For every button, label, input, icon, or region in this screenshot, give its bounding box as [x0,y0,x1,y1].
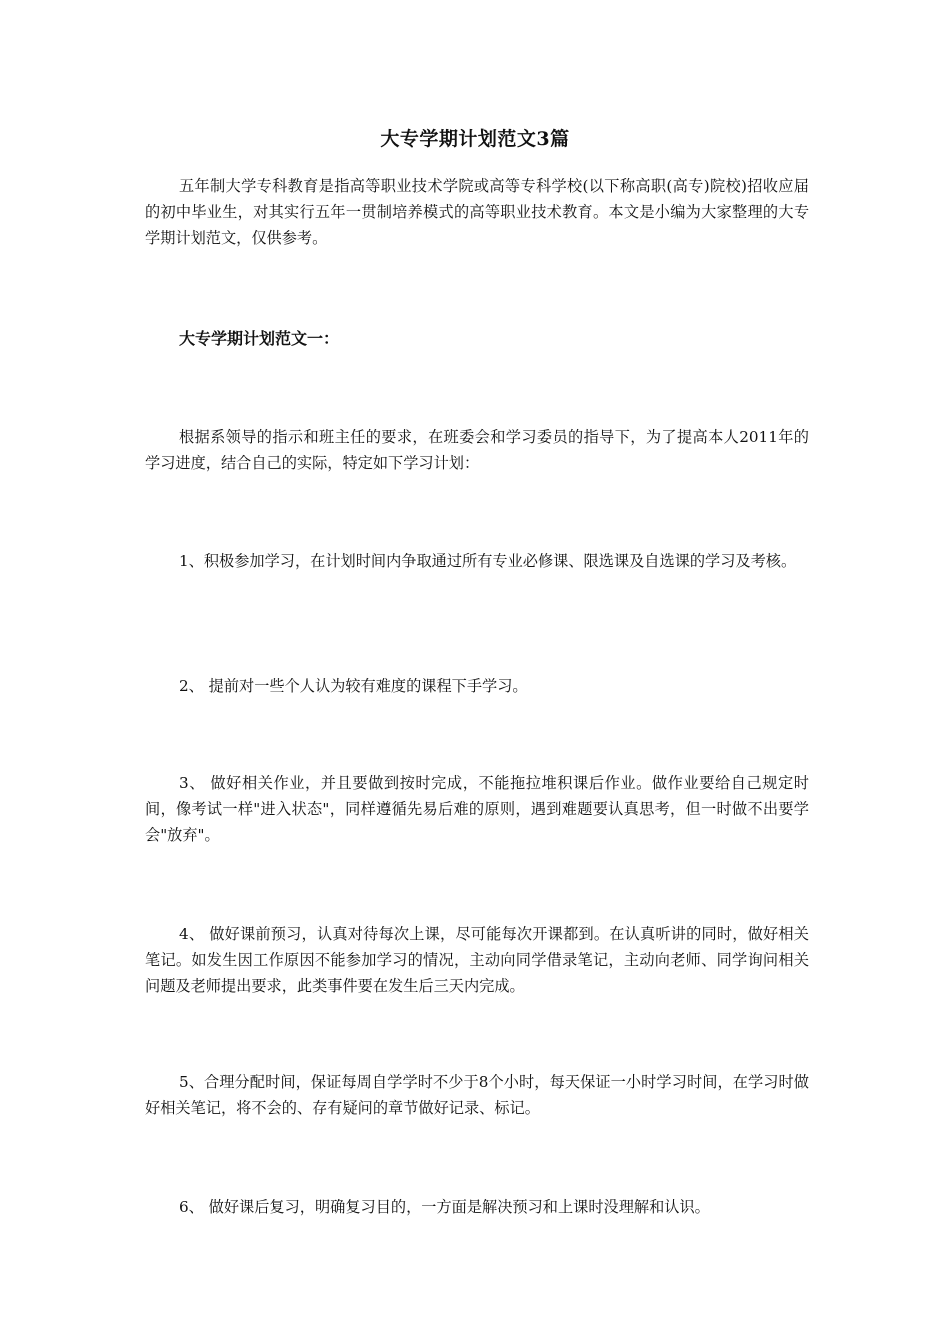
plan-item-6: 6、 做好课后复习，明确复习目的，一方面是解决预习和上课时没理解和认识。 [179,1198,710,1216]
intro-paragraph: 五年制大学专科教育是指高等职业技术学院或高等专科学校(以下称高职(高专)院校)招收应届的初中毕业生，对其实行五年一贯制培养模式的高等职业技术教育。本文是小编为大家整理的大专学期计划范文，仅供参考。 [145,177,809,247]
document-title: 大专学期计划范文3篇 [380,128,570,150]
plan-item-1: 1、积极参加学习，在计划时间内争取通过所有专业必修课、限选课及自选课的学习及考核。 [179,552,797,570]
plan-item-4: 4、 做好课前预习，认真对待每次上课，尽可能每次开课都到。在认真听讲的同时，做好相关笔记。如发生因工作原因不能参加学习的情况，主动向同学借录笔记，主动向老师、同学询问相关问题及老师提出要求，此类事件要在发生后三天内完成。 [145,925,809,995]
plan-item-5: 5、合理分配时间，保证每周自学学时不少于8个小时，每天保证一小时学习时间，在学习时做好相关笔记，将不会的、存有疑问的章节做好记录、标记。 [145,1073,809,1117]
lead-paragraph: 根据系领导的指示和班主任的要求，在班委会和学习委员的指导下，为了提高本人2011年的学习进度，结合自己的实际，特定如下学习计划： [145,428,809,472]
section-heading: 大专学期计划范文一： [179,329,340,348]
plan-item-3: 3、 做好相关作业，并且要做到按时完成，不能拖拉堆积课后作业。做作业要给自己规定时间，像考试一样"进入状态"，同样遵循先易后难的原则，遇到难题要认真思考，但一时做不出要学会"放弃"。 [145,774,809,844]
plan-item-2: 2、 提前对一些个人认为较有难度的课程下手学习。 [179,677,528,695]
